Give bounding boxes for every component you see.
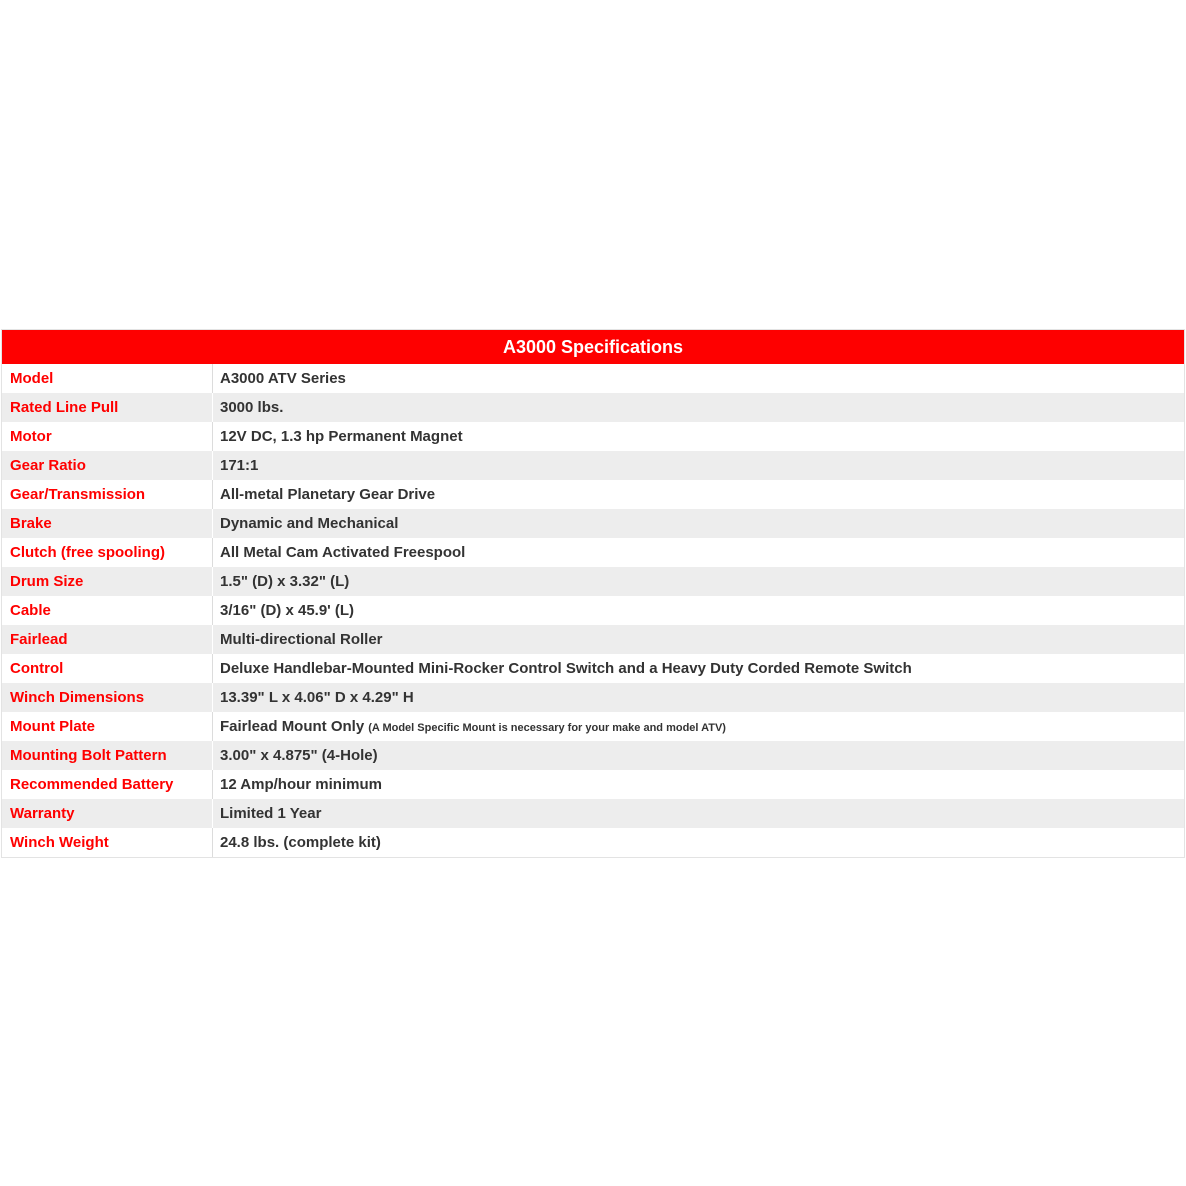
specifications-table xyxy=(1,329,1185,858)
table-row xyxy=(2,364,1184,393)
spec-value: All-metal Planetary Gear Drive xyxy=(220,486,436,503)
spec-label: Mount Plate xyxy=(2,712,213,741)
spec-value: Dynamic and Mechanical xyxy=(220,515,399,532)
spec-value: 12V DC, 1.3 hp Permanent Magnet xyxy=(220,428,463,445)
spec-value: A3000 ATV Series xyxy=(220,370,346,387)
table-row xyxy=(2,509,1184,538)
spec-label: Fairlead xyxy=(2,625,213,654)
table-row xyxy=(2,422,1184,451)
table-row xyxy=(2,480,1184,509)
spec-value-note: (A Model Specific Mount is necessary for your make and model ATV) xyxy=(368,722,726,734)
spec-value: Limited 1 Year xyxy=(220,805,322,822)
spec-label: Recommended Battery xyxy=(2,770,213,799)
spec-value: 13.39" L x 4.06" D x 4.29" H xyxy=(220,689,414,706)
table-row xyxy=(2,683,1184,712)
table-row xyxy=(2,828,1184,857)
table-row xyxy=(2,451,1184,480)
spec-label: Model xyxy=(2,364,213,393)
spec-value: 171:1 xyxy=(220,457,259,474)
table-row xyxy=(2,625,1184,654)
spec-label: Winch Weight xyxy=(2,828,213,857)
spec-value: 24.8 lbs. (complete kit) xyxy=(220,834,381,851)
spec-label: Rated Line Pull xyxy=(2,393,213,422)
table-row xyxy=(2,741,1184,770)
spec-label: Brake xyxy=(2,509,213,538)
spec-value: Multi-directional Roller xyxy=(220,631,383,648)
table-row xyxy=(2,654,1184,683)
table-row xyxy=(2,799,1184,828)
spec-label: Gear/Transmission xyxy=(2,480,213,509)
spec-label: Drum Size xyxy=(2,567,213,596)
table-row xyxy=(2,393,1184,422)
spec-value: 12 Amp/hour minimum xyxy=(220,776,382,793)
table-row xyxy=(2,596,1184,625)
table-row xyxy=(2,538,1184,567)
spec-label: Cable xyxy=(2,596,213,625)
spec-value: Deluxe Handlebar-Mounted Mini-Rocker Control Switch and a Heavy Duty Corded Remote Switch xyxy=(220,660,912,677)
table-row xyxy=(2,567,1184,596)
spec-label: Motor xyxy=(2,422,213,451)
table-row xyxy=(2,712,1184,741)
spec-value xyxy=(213,712,1184,743)
spec-value-text: Fairlead Mount Only xyxy=(220,718,365,735)
spec-label: Clutch (free spooling) xyxy=(2,538,213,567)
spec-label: Mounting Bolt Pattern xyxy=(2,741,213,770)
table-row xyxy=(2,770,1184,799)
spec-value: 1.5" (D) x 3.32" (L) xyxy=(220,573,350,590)
spec-label: Warranty xyxy=(2,799,213,828)
spec-label: Gear Ratio xyxy=(2,451,213,480)
spec-label: Winch Dimensions xyxy=(2,683,213,712)
spec-rows xyxy=(2,364,1184,857)
spec-value: 3000 lbs. xyxy=(220,399,284,416)
spec-value: 3.00" x 4.875" (4-Hole) xyxy=(220,747,378,764)
spec-label: Control xyxy=(2,654,213,683)
spec-value: 3/16" (D) x 45.9' (L) xyxy=(220,602,355,619)
table-title: A3000 Specifications xyxy=(2,330,1184,364)
spec-value: All Metal Cam Activated Freespool xyxy=(220,544,466,561)
